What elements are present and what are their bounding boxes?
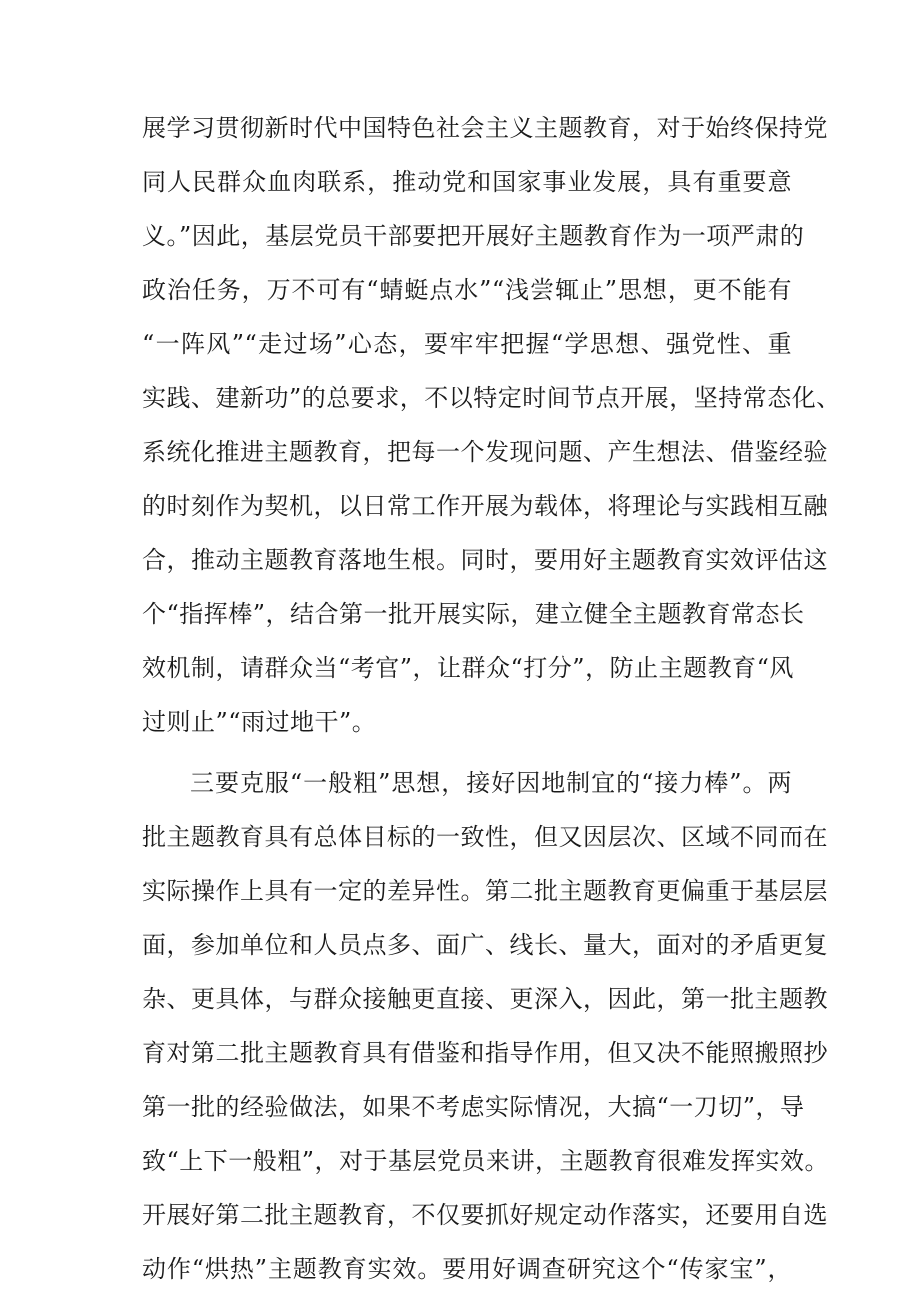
text-line: 育对第二批主题教育具有借鉴和指导作用，但又决不能照搬照抄 xyxy=(142,1039,828,1067)
text-line: 面，参加单位和人员点多、面广、线长、量大，面对的矛盾更复 xyxy=(142,931,828,959)
paragraph-end-line: 过则止”“雨过地干”。 xyxy=(142,708,377,736)
text-line: 的时刻作为契机，以日常工作开展为载体，将理论与实践相互融 xyxy=(142,492,828,520)
text-line: 效机制，请群众当“考官”，让群众“打分”，防止主题教育“风 xyxy=(142,654,794,682)
text-line: 义。”因此，基层党员干部要把开展好主题教育作为一项严肃的 xyxy=(142,222,805,250)
text-line: 系统化推进主题教育，把每一个发现问题、产生想法、借鉴经验 xyxy=(142,438,828,466)
text-line: 杂、更具体，与群众接触更直接、更深入，因此，第一批主题教 xyxy=(142,985,828,1013)
text-line: 实际操作上具有一定的差异性。第二批主题教育更偏重于基层层 xyxy=(142,877,828,905)
text-line: 同人民群众血肉联系，推动党和国家事业发展，具有重要意 xyxy=(142,168,792,196)
text-line: 合，推动主题教育落地生根。同时，要用好主题教育实效评估这 xyxy=(142,546,828,574)
text-line: 致“上下一般粗”，对于基层党员来讲，主题教育很难发挥实效。 xyxy=(142,1147,830,1175)
text-line: 开展好第二批主题教育，不仅要抓好规定动作落实，还要用自选 xyxy=(142,1201,828,1229)
text-line: 展学习贯彻新时代中国特色社会主义主题教育，对于始终保持党 xyxy=(142,114,828,142)
text-line: 政治任务，万不可有“蜻蜓点水”“浅尝辄止”思想，更不能有 xyxy=(142,276,792,304)
text-line: 动作“烘热”主题教育实效。要用好调查研究这个“传家宝”， xyxy=(142,1255,792,1283)
text-line: 实践、建新功”的总要求，不以特定时间节点开展，坚持常态化、 xyxy=(142,384,841,412)
text-line: “一阵风”“走过场”心态，要牢牢把握“学思想、强党性、重 xyxy=(142,330,792,358)
text-line: 批主题教育具有总体目标的一致性，但又因层次、区域不同而在 xyxy=(142,823,828,851)
text-line: 第一批的经验做法，如果不考虑实际情况，大搞“一刀切”，导 xyxy=(142,1093,805,1121)
text-line: 个“指挥棒”，结合第一批开展实际，建立健全主题教育常态长 xyxy=(142,600,805,628)
paragraph-first-line: 三要克服“一般粗”思想，接好因地制宜的“接力棒”。两 xyxy=(190,769,792,797)
